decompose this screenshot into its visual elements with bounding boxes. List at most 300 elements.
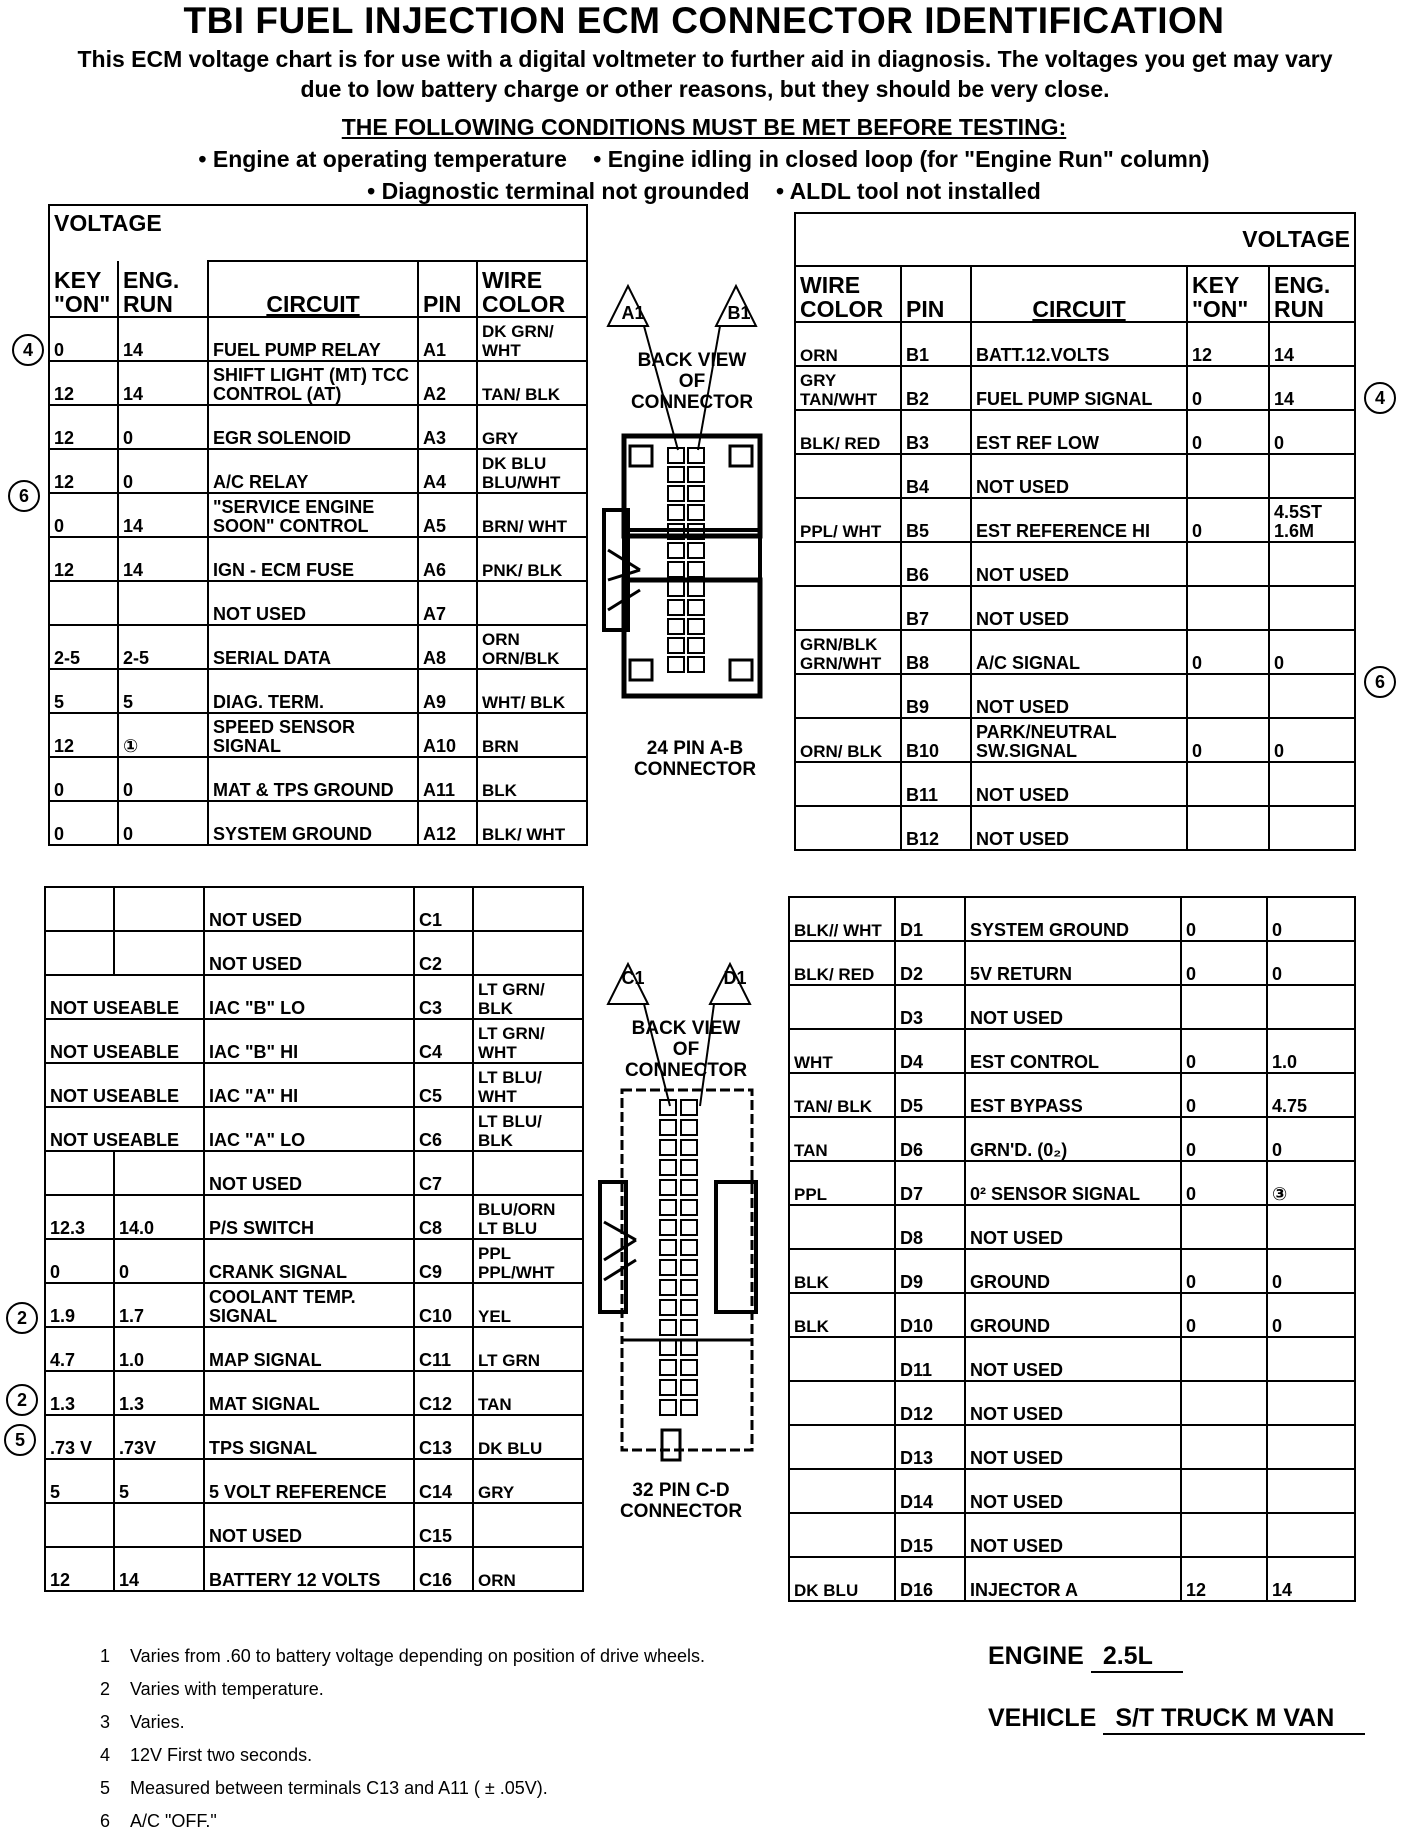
connector-pin [668,657,684,672]
connector-pin [688,619,704,634]
footnote-text: Measured between terminals C13 and A11 ( ± .05V). [130,1778,548,1798]
wire-color [473,887,583,931]
connector-pin [668,600,684,615]
pin-id: A8 [418,625,477,669]
eng-run-value: 5 [118,669,208,713]
connector-ab-pin2-label: B1 [727,303,751,323]
key-on-value: 4.7 [45,1327,114,1371]
table-row [795,806,1355,850]
condition-4: • ALDL tool not installed [775,178,1041,204]
key-on-value: 12.3 [45,1195,114,1239]
eng-run-value: 14 [1269,366,1355,410]
key-on-header: KEY "ON" [49,261,118,317]
connector-ab-pin1-label: A1 [621,303,645,323]
connector-pin [681,1100,697,1115]
circuit-name: DIAG. TERM. [208,669,418,713]
pin-id: D16 [895,1557,965,1601]
key-on-value: 0 [1187,630,1269,674]
connector-pin [660,1260,676,1275]
circuit-name: 5 VOLT REFERENCE [204,1459,414,1503]
wire-color: GRY [473,1459,583,1503]
key-on-value: 1.3 [45,1371,114,1415]
eng-run-value: 0 [1267,1249,1355,1293]
pin-header-b: PIN [901,266,971,322]
table-row [789,1381,1355,1425]
wire-color: WHT/ BLK [477,669,587,713]
eng-run-value: 14 [118,493,208,537]
key-on-value [49,581,118,625]
connector-pin [681,1400,697,1415]
eng-run-value [1269,674,1355,718]
eng-run-value [1269,586,1355,630]
connector-pin [660,1140,676,1155]
connector-pin [688,638,704,653]
key-on-value [45,887,114,931]
eng-run-value: 0 [114,1239,204,1283]
key-on-value: 1.9 [45,1283,114,1327]
pin-id: B1 [901,322,971,366]
table-row [49,757,587,801]
wire-color: LT BLU/ WHT [473,1063,583,1107]
table-row [795,718,1355,762]
eng-run-value [114,931,204,975]
connector-pin [688,581,704,596]
connector-cd-backview: BACK VIEW OF CONNECTOR [624,1018,748,1081]
eng-run-value: 0 [1267,1293,1355,1337]
table-row [45,887,583,931]
eng-run-value [1267,1381,1355,1425]
wire-color: ORN [795,322,901,366]
key-on-value: 0 [1187,718,1269,762]
circuit-name: NOT USED [971,454,1187,498]
wire-color [473,1503,583,1547]
footnote [100,1706,705,1739]
circuit-name: BATTERY 12 VOLTS [204,1547,414,1591]
pin-id: C6 [414,1107,473,1151]
table-row [789,985,1355,1029]
circuit-name: IAC "A" LO [204,1107,414,1151]
wire-color: GRY [477,405,587,449]
circuit-name: NOT USED [965,1425,1181,1469]
eng-run-value: 14 [118,361,208,405]
circuit-name: NOT USED [965,1205,1181,1249]
wire-color: TAN/ BLK [789,1073,895,1117]
connector-pin [681,1300,697,1315]
key-on-value: 0 [1187,498,1269,542]
connector-pin [681,1160,697,1175]
circuit-name: PARK/NEUTRAL SW.SIGNAL [971,718,1187,762]
circuit-name: SPEED SENSOR SIGNAL [208,713,418,757]
table-row [795,454,1355,498]
table-row [45,1195,583,1239]
table-row [45,1371,583,1415]
wire-color: DK GRN/ WHT [477,317,587,361]
wire-color [473,931,583,975]
wire-color [789,1381,895,1425]
key-on-value: 12 [45,1547,114,1591]
connector-pin [660,1380,676,1395]
pin-id: A4 [418,449,477,493]
key-on-value: 5 [49,669,118,713]
circuit-name: IAC "B" HI [204,1019,414,1063]
wire-color [789,1469,895,1513]
pin-id: D1 [895,897,965,941]
condition-2: • Engine idling in closed loop (for "Engine Run" column) [593,146,1210,172]
circuit-name: MAP SIGNAL [204,1327,414,1371]
eng-run-value: 4.75 [1267,1073,1355,1117]
table-a [48,204,588,846]
pin-id: C2 [414,931,473,975]
pin-id: C12 [414,1371,473,1415]
pin-id: D11 [895,1337,965,1381]
circuit-name: SYSTEM GROUND [965,897,1181,941]
table-row [49,801,587,845]
table-row [49,493,587,537]
wire-color: YEL [473,1283,583,1327]
wire-color [795,806,901,850]
wire-color [795,586,901,630]
footnote-number: 3 [100,1712,111,1732]
circuit-name: NOT USED [208,581,418,625]
circuit-name: NOT USED [971,674,1187,718]
circuit-name: NOT USED [971,586,1187,630]
eng-run-value: 1.0 [1267,1029,1355,1073]
key-on-value: NOT USEABLE [45,1019,204,1063]
pin-id: D14 [895,1469,965,1513]
connector-pin [660,1180,676,1195]
wire-color: DK BLU [473,1415,583,1459]
pin-id: A9 [418,669,477,713]
pin-id: A1 [418,317,477,361]
pin-id: C13 [414,1415,473,1459]
pin-id: D6 [895,1117,965,1161]
circuit-name: NOT USED [204,1503,414,1547]
pin-id: C16 [414,1547,473,1591]
key-on-value: NOT USEABLE [45,975,204,1019]
table-row [45,1019,583,1063]
wire-color: BLK/ RED [789,941,895,985]
pin-id: C10 [414,1283,473,1327]
table-row [789,1073,1355,1117]
pin-id: B9 [901,674,971,718]
table-row [789,897,1355,941]
voltage-header: VOLTAGE [49,205,587,261]
table-row [45,1547,583,1591]
connector-cd-pin1-label: C1 [621,968,645,988]
eng-run-value: 0 [118,449,208,493]
circuit-name: 5V RETURN [965,941,1181,985]
conditions-line-1 [0,146,1408,173]
connector-pin [660,1120,676,1135]
key-on-value [1181,1205,1267,1249]
connector-pin [660,1300,676,1315]
footnote-number: 1 [100,1646,111,1666]
connector-pin [681,1340,697,1355]
conditions-line-2 [0,178,1408,205]
key-on-value [1181,1469,1267,1513]
key-on-value: 0 [49,493,118,537]
pin-id: A11 [418,757,477,801]
key-on-value: 12 [49,537,118,581]
wire-color: LT GRN [473,1327,583,1371]
eng-run-value [1269,806,1355,850]
table-row [49,713,587,757]
table-row [795,322,1355,366]
footnotes [100,1640,705,1838]
key-on-value: 0 [45,1239,114,1283]
key-on-value: 12 [49,449,118,493]
footnote-text: Varies with temperature. [130,1679,324,1699]
circuit-name: NOT USED [971,762,1187,806]
wire-color: WHT [789,1029,895,1073]
circuit-name: FUEL PUMP SIGNAL [971,366,1187,410]
pin-id: D15 [895,1513,965,1557]
pin-id: B12 [901,806,971,850]
key-on-value: 0 [49,801,118,845]
page-title: TBI FUEL INJECTION ECM CONNECTOR IDENTIFICATION [183,0,1225,41]
table-row [795,542,1355,586]
connector-pin [681,1360,697,1375]
pin-id: B11 [901,762,971,806]
pin-id: B10 [901,718,971,762]
wire-color: TAN [473,1371,583,1415]
intro-text: This ECM voltage chart is for use with a digital voltmeter to further aid in diagnosis. The voltages you get may vary due to low battery charge or other reasons, but they should be very close. [77,46,1333,102]
pin-id: C15 [414,1503,473,1547]
connector-pin [660,1240,676,1255]
key-on-header-b: KEY "ON" [1187,266,1269,322]
eng-run-value: 0 [118,405,208,449]
key-on-value: NOT USEABLE [45,1107,204,1151]
eng-run-value [1269,542,1355,586]
table-row [45,1503,583,1547]
circuit-header-b-text: CIRCUIT [1032,296,1126,322]
circuit-name: SYSTEM GROUND [208,801,418,845]
wire-color [795,762,901,806]
key-on-value: 0 [1181,897,1267,941]
wire-color: BRN/ WHT [477,493,587,537]
wire-color: TAN [789,1117,895,1161]
wire-color: GRN/BLK GRN/WHT [795,630,901,674]
wire-color: TAN/ BLK [477,361,587,405]
table-b [794,212,1356,851]
pin-id: B4 [901,454,971,498]
circuit-header-b [971,266,1187,322]
table-row [795,366,1355,410]
footnote-text: Varies. [130,1712,185,1732]
pin-id: C3 [414,975,473,1019]
key-on-value [1187,806,1269,850]
connector-pin [681,1220,697,1235]
eng-run-value: 5 [114,1459,204,1503]
key-on-value [1181,1425,1267,1469]
key-on-value: 0 [49,317,118,361]
connector-pin [681,1240,697,1255]
key-on-value: 12 [49,361,118,405]
connector-cd-label: 32 PIN C-D CONNECTOR [619,1480,743,1522]
wire-color: BRN [477,713,587,757]
pin-id: D13 [895,1425,965,1469]
wire-color: BLK/ RED [795,410,901,454]
eng-run-value [1267,1425,1355,1469]
circuit-header-text: CIRCUIT [266,291,360,317]
footnote-number: 4 [100,1745,111,1765]
note-circle-c10: 2 [6,1302,38,1334]
voltage-header-b: VOLTAGE [795,213,1355,266]
circuit-name: NOT USED [965,1381,1181,1425]
circuit-name: BATT.12.VOLTS [971,322,1187,366]
circuit-name: CRANK SIGNAL [204,1239,414,1283]
table-row [45,1415,583,1459]
eng-run-value [1267,1205,1355,1249]
table-row [49,361,587,405]
table-row [45,1327,583,1371]
connector-ab-label: 24 PIN A-B CONNECTOR [633,738,757,780]
key-on-value [45,1151,114,1195]
table-row [795,630,1355,674]
table-row [45,975,583,1019]
connector-pin [688,505,704,520]
eng-run-value: 0 [1267,1117,1355,1161]
circuit-name: EST REFERENCE HI [971,498,1187,542]
key-on-value [1181,1337,1267,1381]
pin-id: B3 [901,410,971,454]
connector-pin [681,1200,697,1215]
pin-id: A6 [418,537,477,581]
connector-pin [688,562,704,577]
connector-pin [668,505,684,520]
connector-pin [660,1320,676,1335]
circuit-name: IAC "B" LO [204,975,414,1019]
connector-pin [660,1340,676,1355]
wire-color [795,542,901,586]
pin-id: B8 [901,630,971,674]
wire-color: ORN [473,1547,583,1591]
vehicle-field [988,1704,1365,1735]
connector-pin [668,619,684,634]
wire-color [795,454,901,498]
pin-id: C8 [414,1195,473,1239]
wire-color [473,1151,583,1195]
wire-color: PPL PPL/WHT [473,1239,583,1283]
pin-header: PIN [418,261,477,317]
table-row [795,586,1355,630]
table-row [49,405,587,449]
pin-id: B2 [901,366,971,410]
table-row [795,674,1355,718]
footnote-text: 12V First two seconds. [130,1745,313,1765]
key-on-value [45,1503,114,1547]
pin-id: A12 [418,801,477,845]
wire-color [789,1513,895,1557]
wire-color [789,1425,895,1469]
connector-pin [660,1220,676,1235]
pin-id: D3 [895,985,965,1029]
wire-color: ORN ORN/BLK [477,625,587,669]
key-on-value [1181,1513,1267,1557]
eng-run-value: 4.5ST 1.6M [1269,498,1355,542]
note-circle-a1: 4 [12,334,44,366]
note-circle-b8: 6 [1364,666,1396,698]
connector-cd-pin2-label: D1 [723,968,747,988]
eng-run-value: 14.0 [114,1195,204,1239]
connector-pin [660,1360,676,1375]
connector-pin [681,1140,697,1155]
connector-ab-diagram [600,280,790,780]
eng-run-value [114,1151,204,1195]
table-row [789,1205,1355,1249]
table-row [45,1459,583,1503]
key-on-value [1187,454,1269,498]
footnote-number: 6 [100,1811,111,1831]
pin-id: D12 [895,1381,965,1425]
wire-color-header-b: WIRE COLOR [795,266,901,322]
pin-id: A10 [418,713,477,757]
key-on-value: 12 [1187,322,1269,366]
pin-id: D10 [895,1293,965,1337]
circuit-name: NOT USED [965,1469,1181,1513]
pin-id: A7 [418,581,477,625]
pin-id: C14 [414,1459,473,1503]
circuit-name: NOT USED [965,1337,1181,1381]
eng-run-value: .73V [114,1415,204,1459]
vehicle-label: VEHICLE [988,1704,1097,1732]
footnote-text: A/C "OFF." [130,1811,217,1831]
pin-id: C7 [414,1151,473,1195]
pin-id: D5 [895,1073,965,1117]
wire-color: DK BLU [789,1557,895,1601]
key-on-value: 12 [49,405,118,449]
wire-color: BLK [477,757,587,801]
eng-run-header: ENG. RUN [118,261,208,317]
wire-color: LT GRN/ BLK [473,975,583,1019]
wire-color: BLK [789,1249,895,1293]
key-on-value: 12 [49,713,118,757]
key-on-value: 12 [1181,1557,1267,1601]
eng-run-value: 1.3 [114,1371,204,1415]
circuit-name: P/S SWITCH [204,1195,414,1239]
pin-id: C5 [414,1063,473,1107]
wire-color: BLK/ WHT [477,801,587,845]
eng-run-value: 0 [1267,897,1355,941]
circuit-name: MAT & TPS GROUND [208,757,418,801]
circuit-name: NOT USED [965,1513,1181,1557]
eng-run-value: 2-5 [118,625,208,669]
note-circle-a4: 6 [8,480,40,512]
wire-color [789,985,895,1029]
eng-run-value [1267,1469,1355,1513]
pin-id: B5 [901,498,971,542]
eng-run-value: 1.0 [114,1327,204,1371]
note-circle-c13: 5 [4,1424,36,1456]
table-row [49,449,587,493]
table-row [45,931,583,975]
circuit-name: NOT USED [204,1151,414,1195]
wire-color: PPL [789,1161,895,1205]
eng-run-value: ① [118,713,208,757]
table-c [44,886,584,1592]
key-on-value: 0 [1181,1161,1267,1205]
key-on-value: 0 [1181,941,1267,985]
eng-run-value: 0 [118,757,208,801]
circuit-name: NOT USED [971,806,1187,850]
table-row [789,1425,1355,1469]
eng-run-value [1269,454,1355,498]
pin-id: B7 [901,586,971,630]
wire-color: PPL/ WHT [795,498,901,542]
pin-id: C9 [414,1239,473,1283]
connector-pin [681,1320,697,1335]
circuit-name: TPS SIGNAL [204,1415,414,1459]
